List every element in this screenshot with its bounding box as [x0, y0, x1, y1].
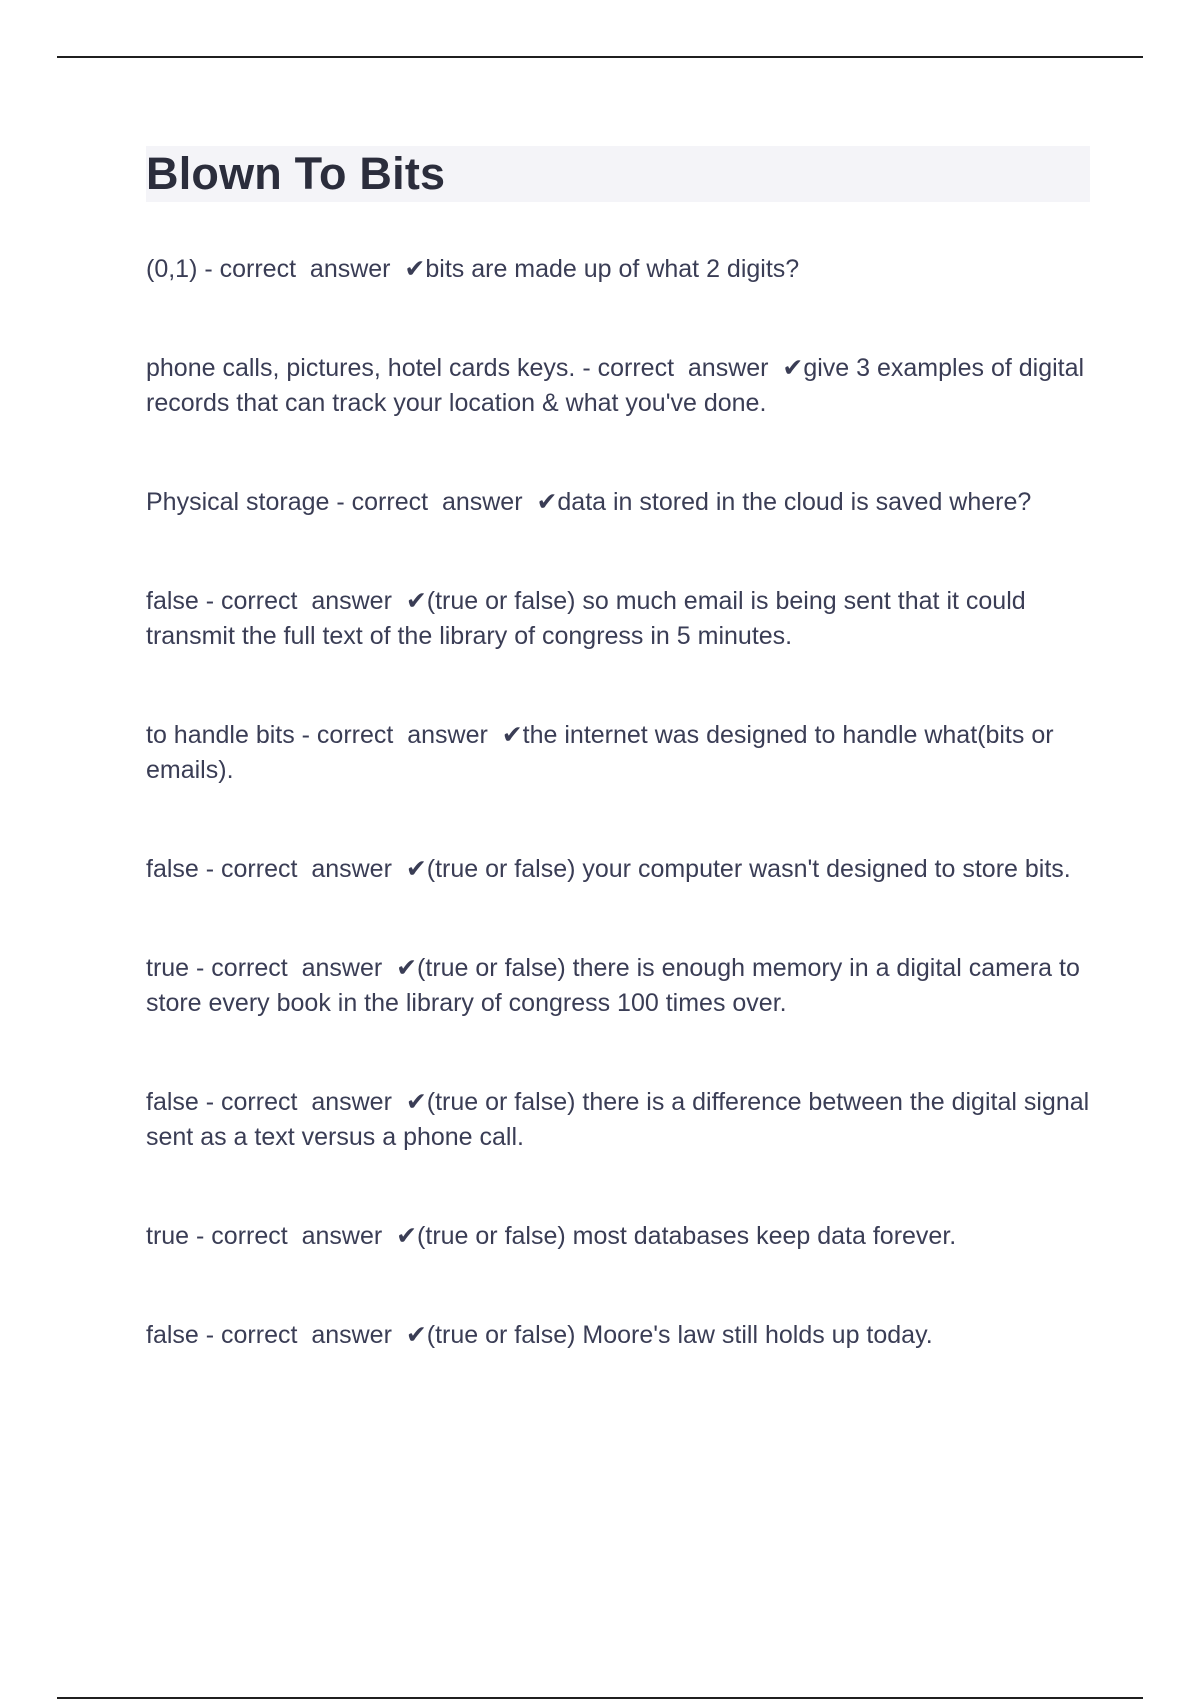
check-icon: ✔: [396, 1222, 418, 1250]
correct-answer-label: - correct answer: [198, 1088, 406, 1116]
qa-item: [146, 1085, 1097, 1155]
answer-text: false: [146, 1088, 199, 1116]
title-banner: [146, 146, 1090, 202]
answer-text: false: [146, 1321, 199, 1349]
answer-text: Physical storage: [146, 488, 330, 516]
bottom-rule: [57, 1697, 1143, 1699]
correct-answer-label: - correct answer: [189, 954, 397, 982]
top-rule: [57, 56, 1143, 58]
document-body: [146, 146, 1097, 1417]
question-text: bits are made up of what 2 digits?: [425, 255, 800, 283]
answer-text: (0,1): [146, 255, 198, 283]
answer-text: false: [146, 855, 199, 883]
check-icon: ✔: [536, 488, 558, 516]
answer-text: true: [146, 1222, 190, 1250]
correct-answer-label: - correct answer: [198, 1321, 406, 1349]
correct-answer-label: - correct answer: [189, 1222, 397, 1250]
qa-item: [146, 584, 1090, 654]
check-icon: ✔: [405, 1321, 427, 1349]
question-text: (true or false) so much email is being sent that it could transmit the full text of the library of congress in 5 minutes.: [146, 587, 1033, 650]
question-text: (true or false) Moore's law still holds up today.: [426, 1321, 933, 1349]
check-icon: ✔: [501, 721, 523, 749]
check-icon: ✔: [782, 354, 804, 382]
correct-answer-label: - correct answer: [294, 721, 502, 749]
correct-answer-label: - correct answer: [329, 488, 537, 516]
answer-text: false: [146, 587, 199, 615]
question-text: data in stored in the cloud is saved where?: [557, 488, 1032, 516]
qa-item: [146, 1219, 1090, 1254]
qa-item: [146, 351, 1090, 421]
qa-item: [146, 951, 1090, 1021]
qa-list: [146, 252, 1097, 1353]
qa-item: [146, 252, 1090, 287]
question-text: the internet was designed to handle what(bits or emails).: [146, 721, 1061, 784]
answer-text: to handle bits: [146, 721, 295, 749]
question-text: (true or false) there is enough memory in a digital camera to store every book in the library of congress 100 times over.: [146, 954, 1087, 1017]
question-text: (true or false) your computer wasn't designed to store bits.: [426, 855, 1071, 883]
correct-answer-label: - correct answer: [198, 587, 406, 615]
correct-answer-label: - correct answer: [197, 255, 405, 283]
check-icon: ✔: [396, 954, 418, 982]
qa-item: [146, 485, 1090, 520]
qa-item: [146, 718, 1090, 788]
check-icon: ✔: [405, 855, 427, 883]
qa-item: [146, 852, 1090, 887]
page-title: Blown To Bits: [146, 148, 446, 199]
correct-answer-label: - correct answer: [575, 354, 783, 382]
question-text: (true or false) most databases keep data forever.: [417, 1222, 957, 1250]
check-icon: ✔: [405, 1088, 427, 1116]
qa-item: [146, 1318, 1090, 1353]
check-icon: ✔: [404, 255, 426, 283]
question-text: (true or false) there is a difference between the digital signal sent as a text versus a phone call.: [146, 1088, 1097, 1151]
answer-text: true: [146, 954, 190, 982]
question-text: give 3 examples of digital records that can track your location & what you've done.: [146, 354, 1092, 417]
correct-answer-label: - correct answer: [198, 855, 406, 883]
check-icon: ✔: [405, 587, 427, 615]
answer-text: phone calls, pictures, hotel cards keys.: [146, 354, 576, 382]
